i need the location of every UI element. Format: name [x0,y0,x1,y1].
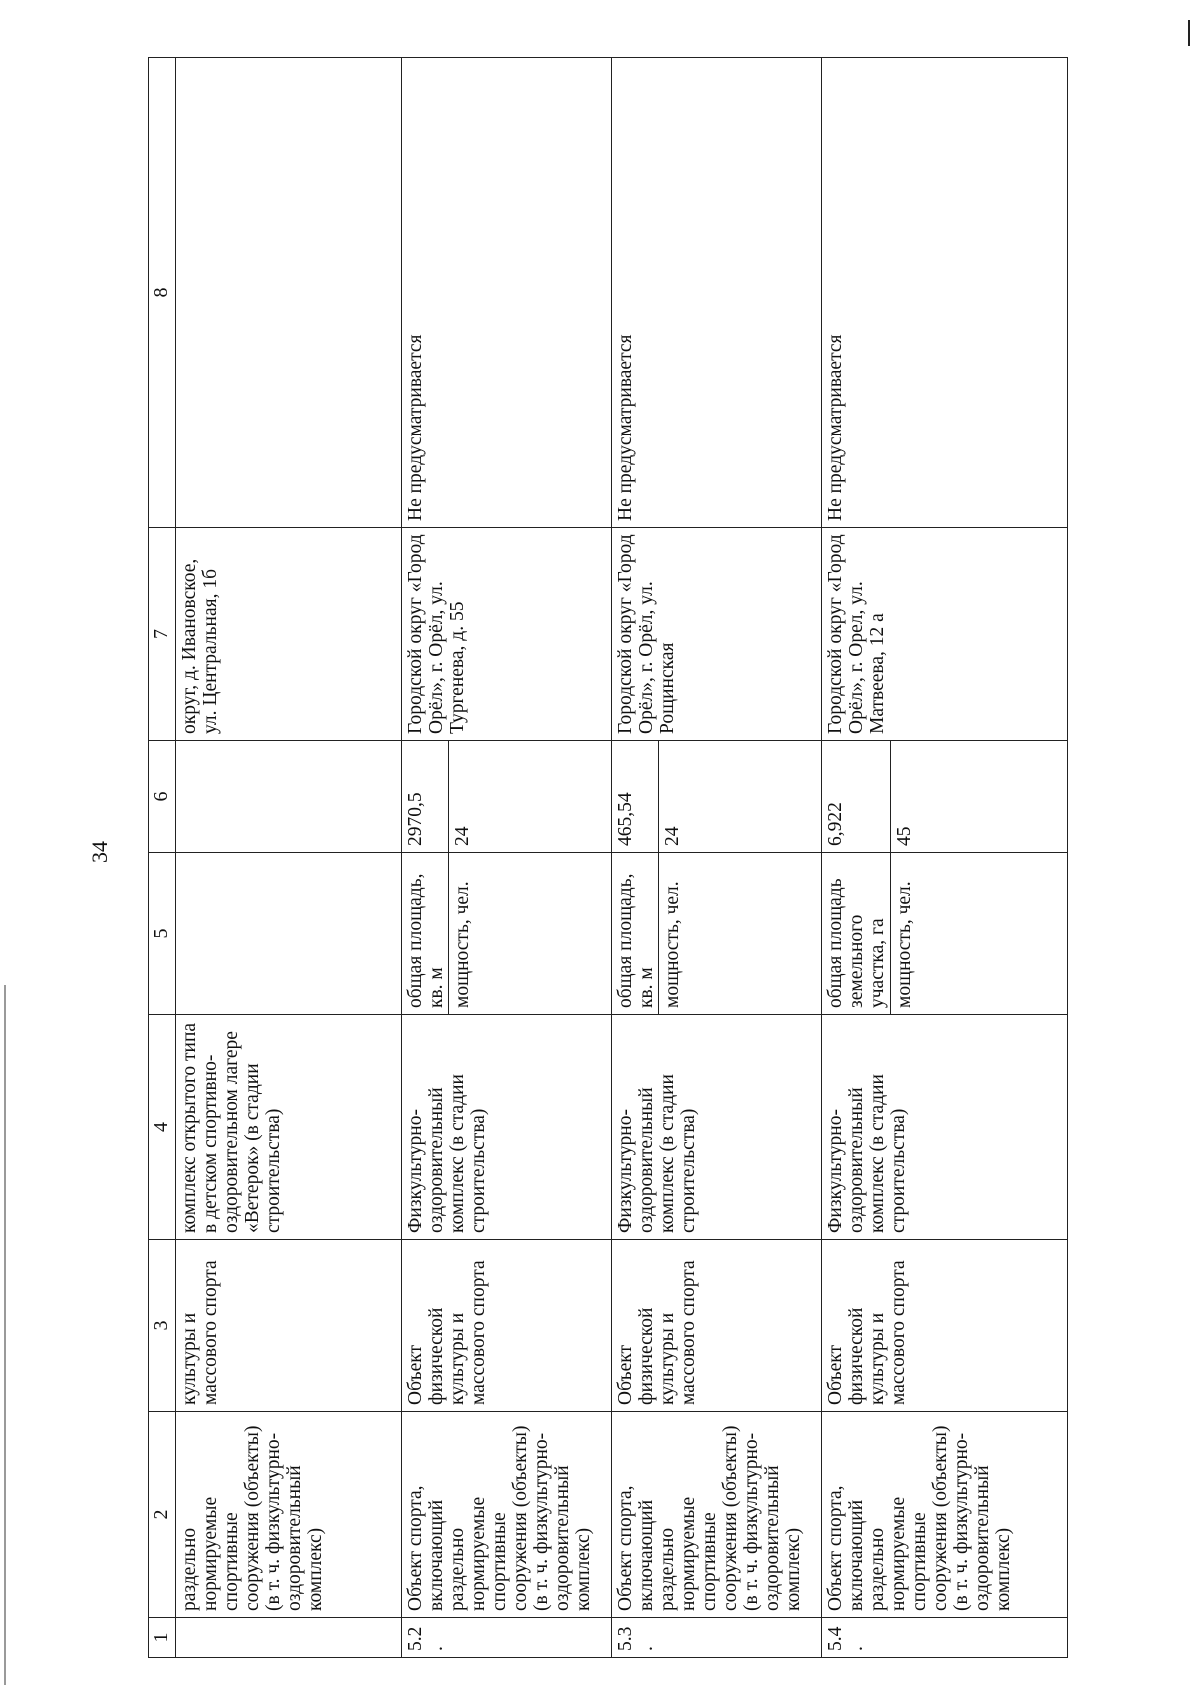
cell-zone: Не предусматривается [612,58,822,528]
cell-type: Объект спорта, включающий раздельно нормируемые спортивные сооружения (объекты) (в т. ч. физкультурно-оздоровительный комплекс) [402,1412,612,1618]
param-label-area: общая площадь, кв. м [612,853,659,1014]
header-cell: 6 [149,741,176,853]
cell-category: Объект физической культуры и массового спорта [822,1240,1068,1412]
param-label-capacity: мощность, чел. [452,881,473,1008]
param-label-area: общая площадь земельного участка, га [822,853,891,1014]
header-cell: 2 [149,1412,176,1618]
table-row [612,58,822,1658]
header-cell: 4 [149,1015,176,1240]
param-label-area: общая площадь, кв. м [402,853,449,1014]
param-value-capacity: 24 [662,826,683,846]
cell-category: культуры и массового спорта [176,1240,402,1412]
objects-table [148,57,1068,1658]
cell-param-values [402,741,612,853]
param-label-capacity: мощность, чел. [894,881,915,1008]
cell-location: Городской округ «Город Орёл», г. Орёл, ул. Рощинская [612,528,822,741]
cell-id: 5.4. [822,1618,1068,1658]
param-value-area: 6,922 [822,741,891,852]
cell-zone: Не предусматривается [822,58,1068,528]
table-header-row [149,58,176,1658]
param-value-capacity: 24 [452,826,473,846]
cell-param-value [176,741,402,853]
table-row [176,58,402,1658]
cell-id: 5.2. [402,1618,612,1658]
header-cell: 1 [149,1618,176,1658]
cell-type: Объект спорта, включающий раздельно нормируемые спортивные сооружения (объекты) (в т. ч. физкультурно-оздоровительный комплекс) [822,1412,1068,1618]
cell-id [176,1618,402,1658]
cell-category: Объект физической культуры и массового спорта [612,1240,822,1412]
cell-type: раздельно нормируемые спортивные сооружения (объекты) (в т. ч. физкультурно-оздоровительный комплекс) [176,1412,402,1618]
page-number: 34 [87,841,112,863]
param-value-area: 2970,5 [402,741,449,852]
cell-type: Объект спорта, включающий раздельно нормируемые спортивные сооружения (объекты) (в т. ч. физкультурно-оздоровительный комплекс) [612,1412,822,1618]
header-cell: 7 [149,528,176,741]
cell-param-labels [402,853,612,1015]
cell-id: 5.3. [612,1618,822,1658]
cell-name: Физкультурно-оздоровительный комплекс (в стадии строительства) [822,1015,1068,1240]
header-cell: 3 [149,1240,176,1412]
cell-param-values [612,741,822,853]
param-value-capacity: 45 [894,826,915,846]
header-cell: 8 [149,58,176,528]
cell-param-values [822,741,1068,853]
table-row [402,58,612,1658]
cell-param-labels [822,853,1068,1015]
cell-name: комплекс открытого типа в детском спортивно-оздоровительном лагере «Ветерок» (в стадии строительства) [176,1015,402,1240]
cell-name: Физкультурно-оздоровительный комплекс (в стадии строительства) [612,1015,822,1240]
cell-name: Физкультурно-оздоровительный комплекс (в стадии строительства) [402,1015,612,1240]
table-row [822,58,1068,1658]
param-label-capacity: мощность, чел. [662,881,683,1008]
cell-param-labels [612,853,822,1015]
cell-param-label [176,853,402,1015]
cell-location: округ, д. Ивановское, ул. Центральная, 1б [176,528,402,741]
rotated-table-container [148,58,1068,1658]
scan-edge-line [4,985,6,1685]
cell-zone: Не предусматривается [402,58,612,528]
cell-location: Городской округ «Город Орёл», г. Орел, ул. Матвеева, 12 а [822,528,1068,741]
cell-zone [176,58,402,528]
header-cell: 5 [149,853,176,1015]
scan-corner-mark [1188,20,1190,46]
cell-location: Городской округ «Город Орёл», г. Орёл, ул. Тургенева, д. 55 [402,528,612,741]
param-value-area: 465,54 [612,741,659,852]
cell-category: Объект физической культуры и массового спорта [402,1240,612,1412]
